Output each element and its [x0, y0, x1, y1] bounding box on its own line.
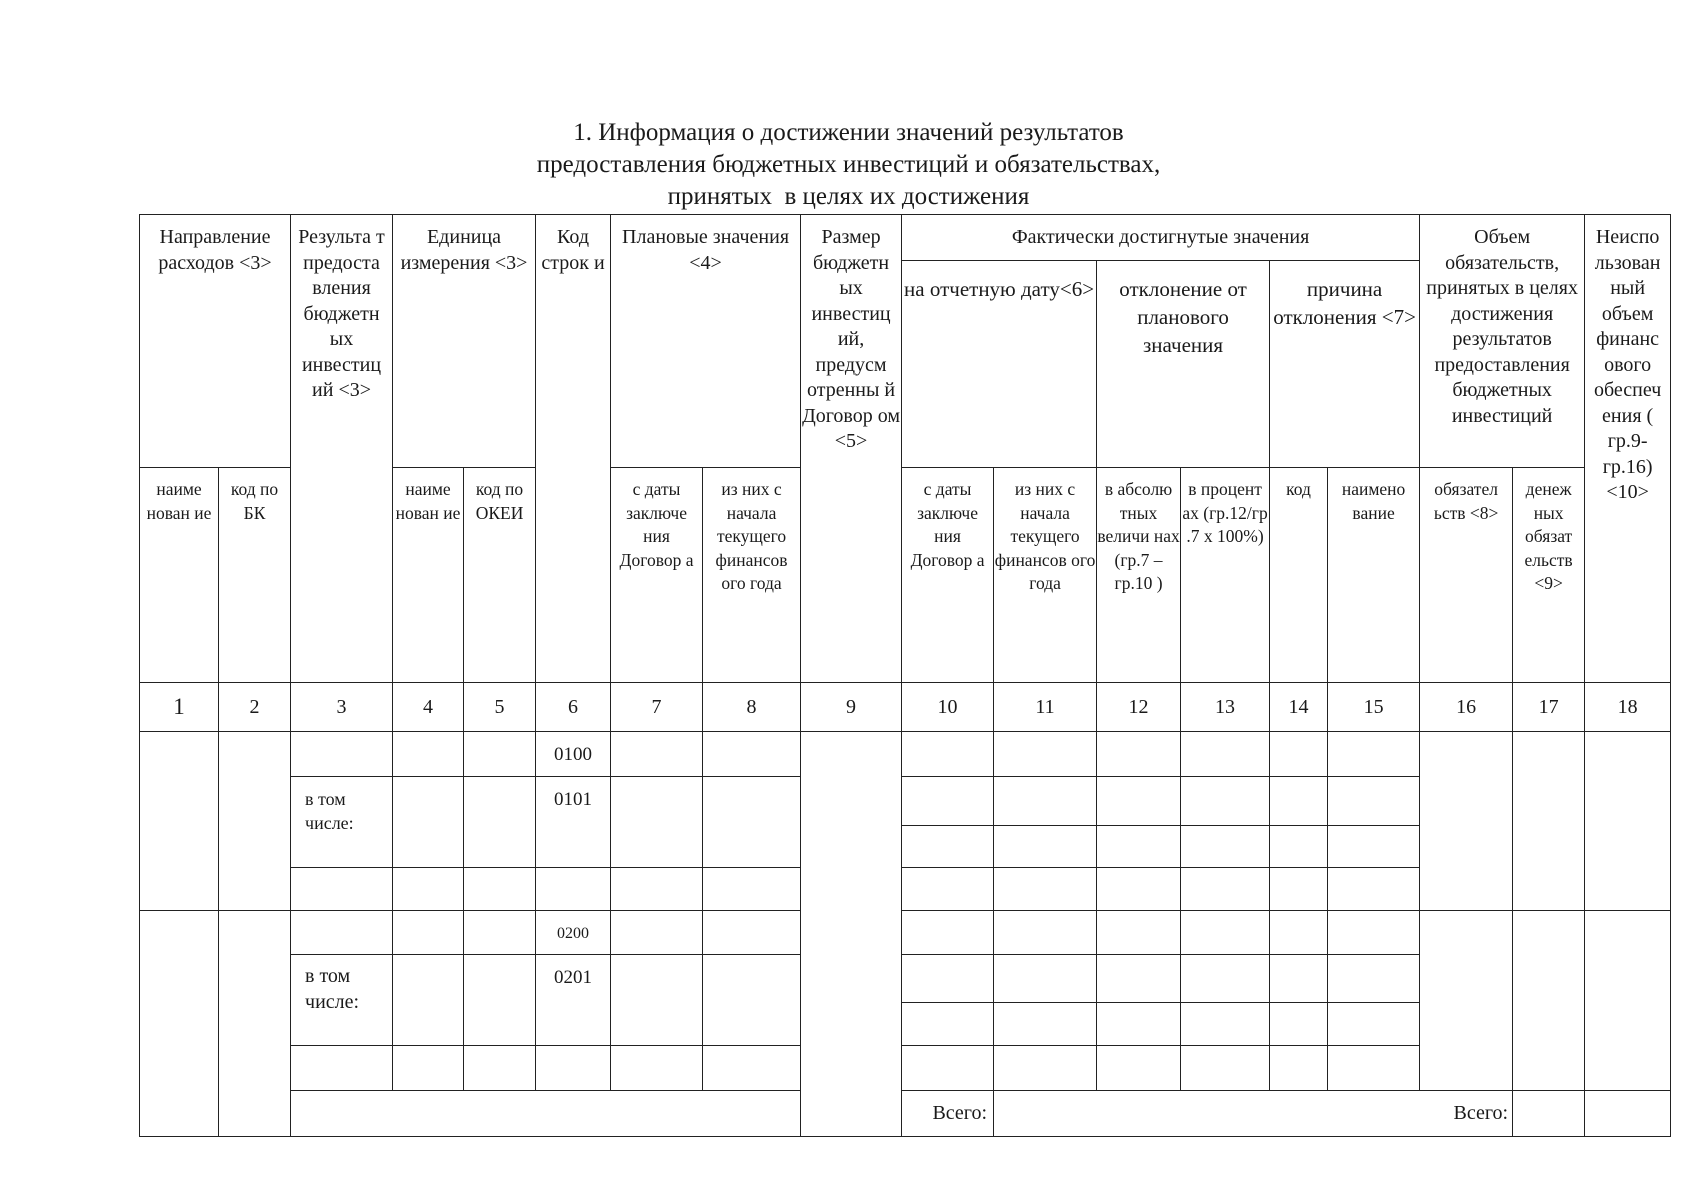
- table-cell: [703, 955, 801, 1046]
- column-number: 5: [464, 683, 536, 732]
- table-cell: [1181, 732, 1270, 777]
- table-cell: [902, 777, 994, 826]
- table-cell: [611, 911, 703, 955]
- table-cell: [291, 732, 393, 777]
- table-cell: [994, 1046, 1097, 1091]
- table-cell: [1270, 732, 1328, 777]
- table-cell: [393, 777, 464, 868]
- table-cell: [536, 1046, 611, 1091]
- table-cell: [1097, 732, 1181, 777]
- table-cell: [1513, 1091, 1585, 1137]
- table-cell: [536, 868, 611, 911]
- table-cell: [140, 732, 219, 911]
- row-code: 0100: [536, 732, 611, 777]
- table-cell: [1181, 868, 1270, 911]
- table-cell: [611, 777, 703, 868]
- subheader-naimenovanie-15: наимено вание: [1328, 468, 1420, 683]
- subheader-obyazatelstv: обязател ьств <8>: [1420, 468, 1513, 683]
- title-line-3: принятых в целях их достижения: [667, 183, 1030, 210]
- table-cell: [1270, 777, 1328, 826]
- table-cell: [1328, 826, 1420, 868]
- table-cell: [464, 955, 536, 1046]
- table-cell: [902, 1003, 994, 1046]
- column-number: 13: [1181, 683, 1270, 732]
- table-cell: [464, 1046, 536, 1091]
- table-cell: [994, 826, 1097, 868]
- table-cell: [219, 911, 291, 1137]
- title-line-2: предоставления бюджетных инвестиций и обязательствах,: [536, 151, 1161, 178]
- column-number: 18: [1585, 683, 1671, 732]
- subheader-naimenovanie-1: наиме нован ие: [140, 468, 219, 683]
- column-number: 7: [611, 683, 703, 732]
- header-kod-stroki: Код строк и: [536, 215, 611, 683]
- table-cell: [611, 732, 703, 777]
- table-cell: [1097, 955, 1181, 1003]
- table-cell: [1097, 868, 1181, 911]
- column-number: 4: [393, 683, 464, 732]
- table-cell: [1513, 732, 1585, 911]
- table-cell: [393, 732, 464, 777]
- column-number: 3: [291, 683, 393, 732]
- table-cell: [1513, 911, 1585, 1091]
- column-number: 11: [994, 683, 1097, 732]
- table-cell: [902, 1046, 994, 1091]
- table-cell: [219, 732, 291, 911]
- table-cell: [1420, 732, 1513, 911]
- table-cell: [1270, 955, 1328, 1003]
- table-cell: [393, 955, 464, 1046]
- header-neispolzovanny: Неиспо льзован ный объем финанс ового обеспеч ения ( гр.9- гр.16) <10>: [1585, 215, 1671, 683]
- table-cell: [1328, 911, 1420, 955]
- table-cell: [464, 911, 536, 955]
- table-cell: [994, 868, 1097, 911]
- subheader-kod-po-okei: код по ОКЕИ: [464, 468, 536, 683]
- column-number: 8: [703, 683, 801, 732]
- table-cell: [902, 955, 994, 1003]
- total-label-left: Всего:: [291, 1091, 994, 1137]
- table-cell: [611, 868, 703, 911]
- table-cell: [1585, 732, 1671, 911]
- total-label-right: Всего:: [994, 1091, 1513, 1137]
- header-obem: Объем обязательств, принятых в целях достижения результатов предоставления бюджетных инвестиций: [1420, 215, 1585, 468]
- subheader-kod-14: код: [1270, 468, 1328, 683]
- table-cell: [1328, 868, 1420, 911]
- column-number: 14: [1270, 683, 1328, 732]
- table-cell: [464, 868, 536, 911]
- row-code: 0200: [536, 911, 611, 955]
- table-cell: [902, 911, 994, 955]
- table-cell: [801, 732, 902, 1137]
- subheader-iz-nih-8: из них с начала текущего финансов ого года: [703, 468, 801, 683]
- table-cell: [902, 868, 994, 911]
- subheader-s-daty-7: с даты заключе ния Договор а: [611, 468, 703, 683]
- table-cell: [1181, 1046, 1270, 1091]
- table-cell: [703, 911, 801, 955]
- table-cell: [994, 955, 1097, 1003]
- table-cell: [393, 868, 464, 911]
- table-cell: [1328, 1046, 1420, 1091]
- table-cell: [703, 732, 801, 777]
- table-cell: [393, 911, 464, 955]
- table-cell: [994, 777, 1097, 826]
- table-cell: [1270, 911, 1328, 955]
- column-number: 10: [902, 683, 994, 732]
- title-line-1: 1. Информация о достижении значений результатов: [573, 119, 1124, 146]
- table-cell: [994, 911, 1097, 955]
- table-cell: [393, 1046, 464, 1091]
- column-number: 17: [1513, 683, 1585, 732]
- table-cell: [994, 1003, 1097, 1046]
- table-cell: [1097, 1003, 1181, 1046]
- row-label-v-tom-chisle: в том числе:: [291, 955, 393, 1046]
- table-cell: [1181, 911, 1270, 955]
- table-cell: [1097, 777, 1181, 826]
- subheader-v-absolyutnyh: в абсолю тных величи нах (гр.7 – гр.10 ): [1097, 468, 1181, 683]
- header-fakticheski: Фактически достигнутые значения: [902, 215, 1420, 261]
- column-number: 12: [1097, 683, 1181, 732]
- header-edinica: Единица измерения <3>: [393, 215, 536, 468]
- subheader-s-daty-10: с даты заключе ния Договор а: [902, 468, 994, 683]
- table-cell: [291, 1046, 393, 1091]
- header-napravlenie: Направление расходов <3>: [140, 215, 291, 468]
- table-cell: [1181, 777, 1270, 826]
- column-number: 16: [1420, 683, 1513, 732]
- table-cell: [464, 732, 536, 777]
- table-cell: [902, 826, 994, 868]
- table-cell: [1328, 777, 1420, 826]
- column-number: 9: [801, 683, 902, 732]
- table-cell: [703, 777, 801, 868]
- table-cell: [291, 868, 393, 911]
- header-rezultat: Результа т предоста вления бюджетн ых инвестиц ий <3>: [291, 215, 393, 683]
- table-cell: [1420, 911, 1513, 1091]
- table-cell: [1270, 1046, 1328, 1091]
- header-razmer: Размер бюджетн ых инвестиц ий, предусм отренны й Договор ом <5>: [801, 215, 902, 683]
- table-cell: [1328, 732, 1420, 777]
- document-title: [0, 117, 1697, 213]
- column-number: 6: [536, 683, 611, 732]
- header-na-otchetnuyu: на отчетную дату<6>: [902, 261, 1097, 468]
- table-cell: [703, 868, 801, 911]
- subheader-v-procentah: в процент ах (гр.12/гр .7 х 100%): [1181, 468, 1270, 683]
- column-number: 15: [1328, 683, 1420, 732]
- header-prichina: причина отклонения <7>: [1270, 261, 1420, 468]
- header-otklonenie: отклонение от планового значения: [1097, 261, 1270, 468]
- subheader-naimenovanie-4: наиме нован ие: [393, 468, 464, 683]
- column-number: 1: [140, 683, 219, 732]
- subheader-iz-nih-11: из них с начала текущего финансов ого года: [994, 468, 1097, 683]
- header-planovye: Плановые значения <4>: [611, 215, 801, 468]
- table-cell: [1585, 1091, 1671, 1137]
- table-cell: [1585, 911, 1671, 1091]
- subheader-denezhnyh: денеж ных обязат ельств <9>: [1513, 468, 1585, 683]
- table-cell: [1270, 1003, 1328, 1046]
- table-cell: [1270, 826, 1328, 868]
- row-code: 0201: [536, 955, 611, 1046]
- table-cell: [1328, 1003, 1420, 1046]
- table-cell: [611, 1046, 703, 1091]
- results-table: [139, 214, 1671, 1137]
- table-cell: [140, 911, 219, 1137]
- table-cell: [1097, 1046, 1181, 1091]
- table-cell: [1270, 868, 1328, 911]
- table-cell: [611, 955, 703, 1046]
- row-code: 0101: [536, 777, 611, 868]
- table-cell: [1181, 1003, 1270, 1046]
- column-number: 2: [219, 683, 291, 732]
- table-cell: [1181, 826, 1270, 868]
- table-cell: [703, 1046, 801, 1091]
- table-cell: [1097, 826, 1181, 868]
- row-label-v-tom-chisle: в том числе:: [291, 777, 393, 868]
- table-cell: [902, 732, 994, 777]
- table-cell: [1097, 911, 1181, 955]
- subheader-kod-po-bk: код по БК: [219, 468, 291, 683]
- table-cell: [1181, 955, 1270, 1003]
- table-cell: [994, 732, 1097, 777]
- table-cell: [291, 911, 393, 955]
- table-cell: [464, 777, 536, 868]
- table-cell: [1328, 955, 1420, 1003]
